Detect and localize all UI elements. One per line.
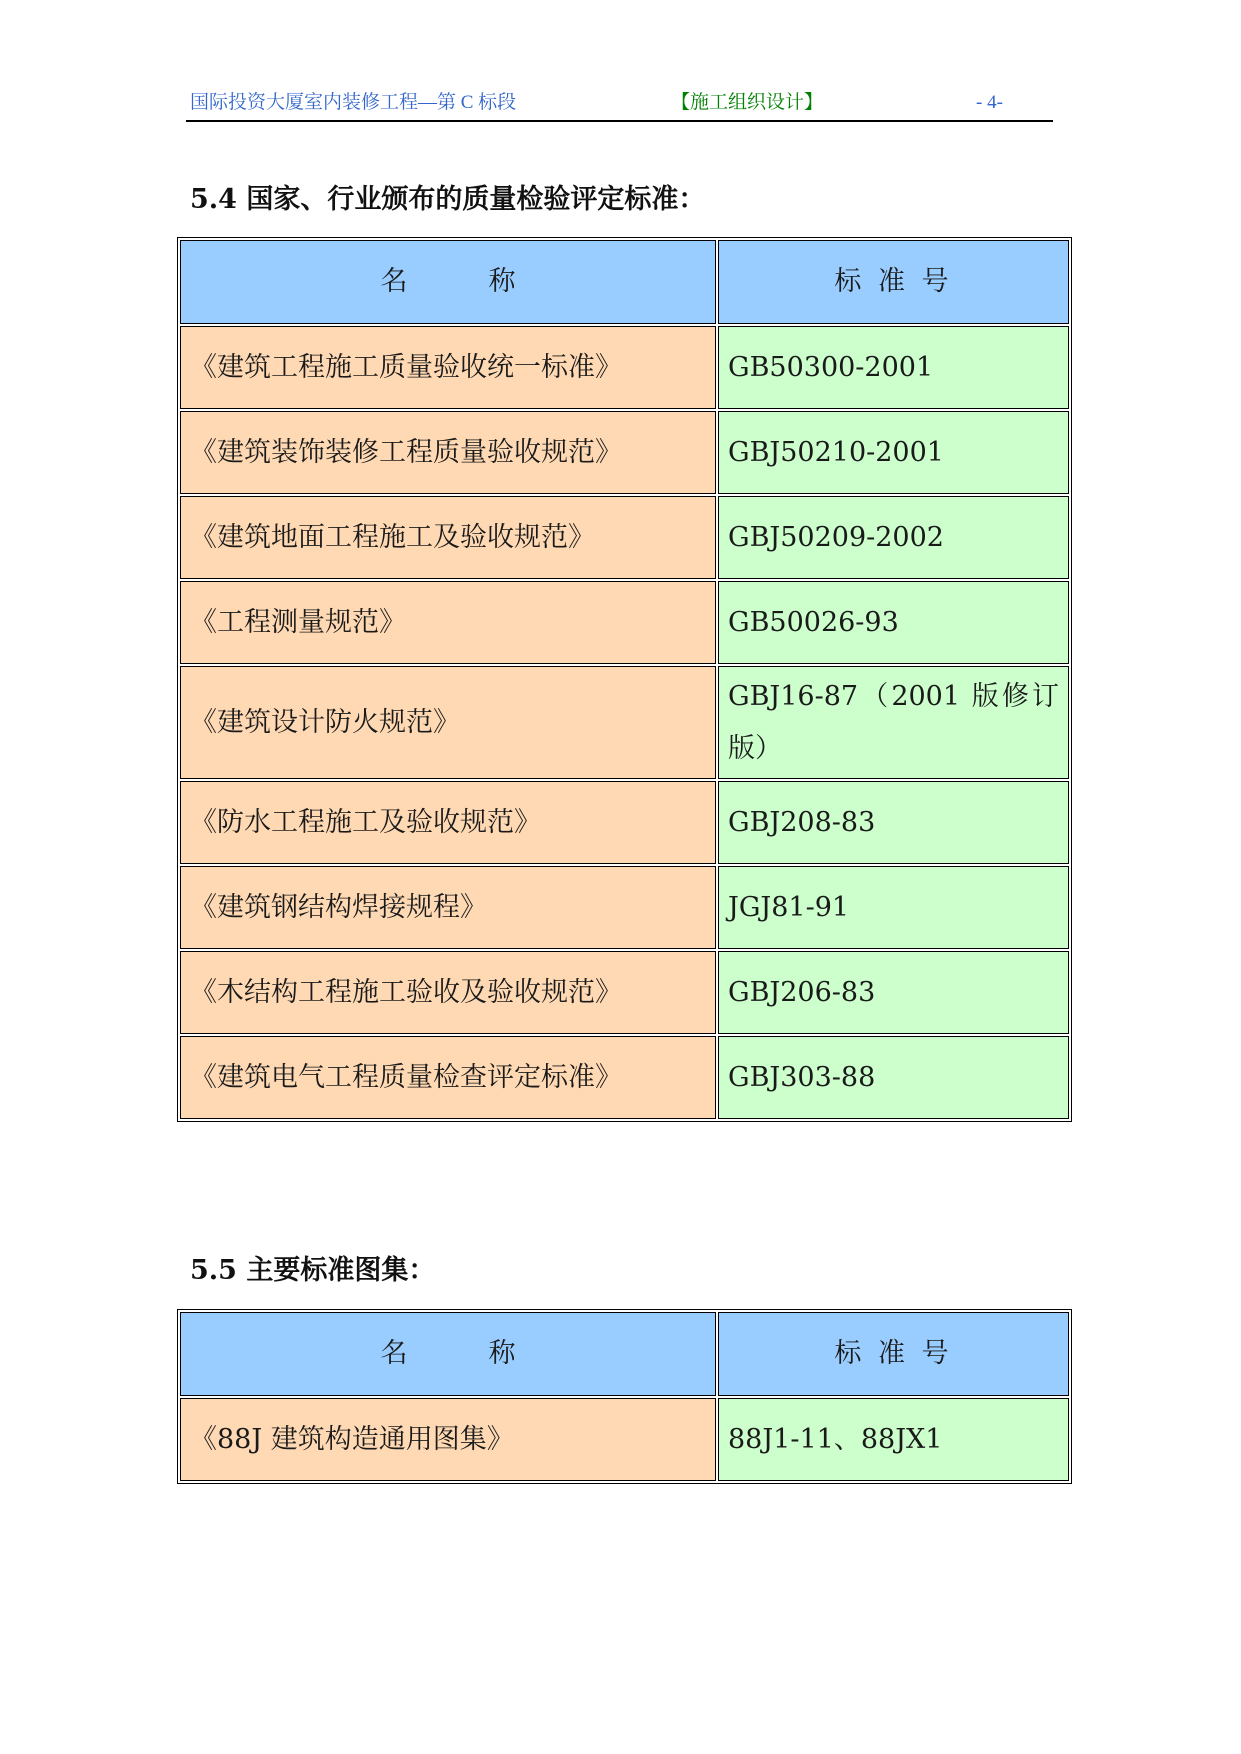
- section-heading: 5.5 主要标准图集：: [190, 1255, 436, 1286]
- standard-name-cell: 《建筑地面工程施工及验收规范》: [180, 496, 716, 579]
- standard-code-cell: GB50026-93: [718, 581, 1069, 664]
- document-type-label: 【施工组织设计】: [671, 92, 824, 113]
- standard-code-cell: GBJ208-83: [718, 781, 1069, 864]
- standards-table: [177, 237, 1072, 1122]
- table-row: [180, 951, 1069, 1034]
- standard-name-cell: 《建筑钢结构焊接规程》: [180, 866, 716, 949]
- standard-name-cell: 《防水工程施工及验收规范》: [180, 781, 716, 864]
- page-header-title: 国际投资大厦室内装修工程—第 C 标段: [190, 92, 517, 113]
- table-row: [180, 326, 1069, 409]
- section-heading: 5.4 国家、行业颁布的质量检验评定标准：: [190, 184, 706, 215]
- atlas-code-cell: 88J1-11、88JX1: [718, 1398, 1069, 1481]
- standard-name-cell: 《建筑装饰装修工程质量验收规范》: [180, 411, 716, 494]
- standard-name-cell: 《木结构工程施工验收及验收规范》: [180, 951, 716, 1034]
- table-row: [180, 1398, 1069, 1481]
- column-header-name: 名 称: [180, 1312, 716, 1396]
- table-row: [180, 1036, 1069, 1119]
- atlas-name-cell: 《88J 建筑构造通用图集》: [180, 1398, 716, 1481]
- standard-code-cell: GB50300-2001: [718, 326, 1069, 409]
- table-row: [180, 866, 1069, 949]
- drawing-atlas-table: [177, 1309, 1072, 1484]
- table-row: [180, 781, 1069, 864]
- standard-code-cell: GBJ50209-2002: [718, 496, 1069, 579]
- standard-name-cell: 《建筑设计防火规范》: [180, 666, 716, 779]
- standard-code-cell: GBJ206-83: [718, 951, 1069, 1034]
- header-divider: [186, 120, 1053, 122]
- column-header-code: 标 准 号: [718, 1312, 1069, 1396]
- standard-code-cell: GBJ50210-2001: [718, 411, 1069, 494]
- table-row: [180, 581, 1069, 664]
- standard-code-cell: JGJ81-91: [718, 866, 1069, 949]
- table-header-row: [180, 240, 1069, 324]
- standard-code-cell: GBJ303-88: [718, 1036, 1069, 1119]
- standard-name-cell: 《建筑工程施工质量验收统一标准》: [180, 326, 716, 409]
- page-number: - 4-: [976, 92, 1003, 113]
- table-header-row: [180, 1312, 1069, 1396]
- table-row: [180, 666, 1069, 779]
- standard-name-cell: 《建筑电气工程质量检查评定标准》: [180, 1036, 716, 1119]
- standard-name-cell: 《工程测量规范》: [180, 581, 716, 664]
- table-row: [180, 496, 1069, 579]
- column-header-name: 名 称: [180, 240, 716, 324]
- column-header-code: 标 准 号: [718, 240, 1069, 324]
- table-row: [180, 411, 1069, 494]
- standard-code-cell: GBJ16-87（2001 版修订版）: [718, 666, 1069, 779]
